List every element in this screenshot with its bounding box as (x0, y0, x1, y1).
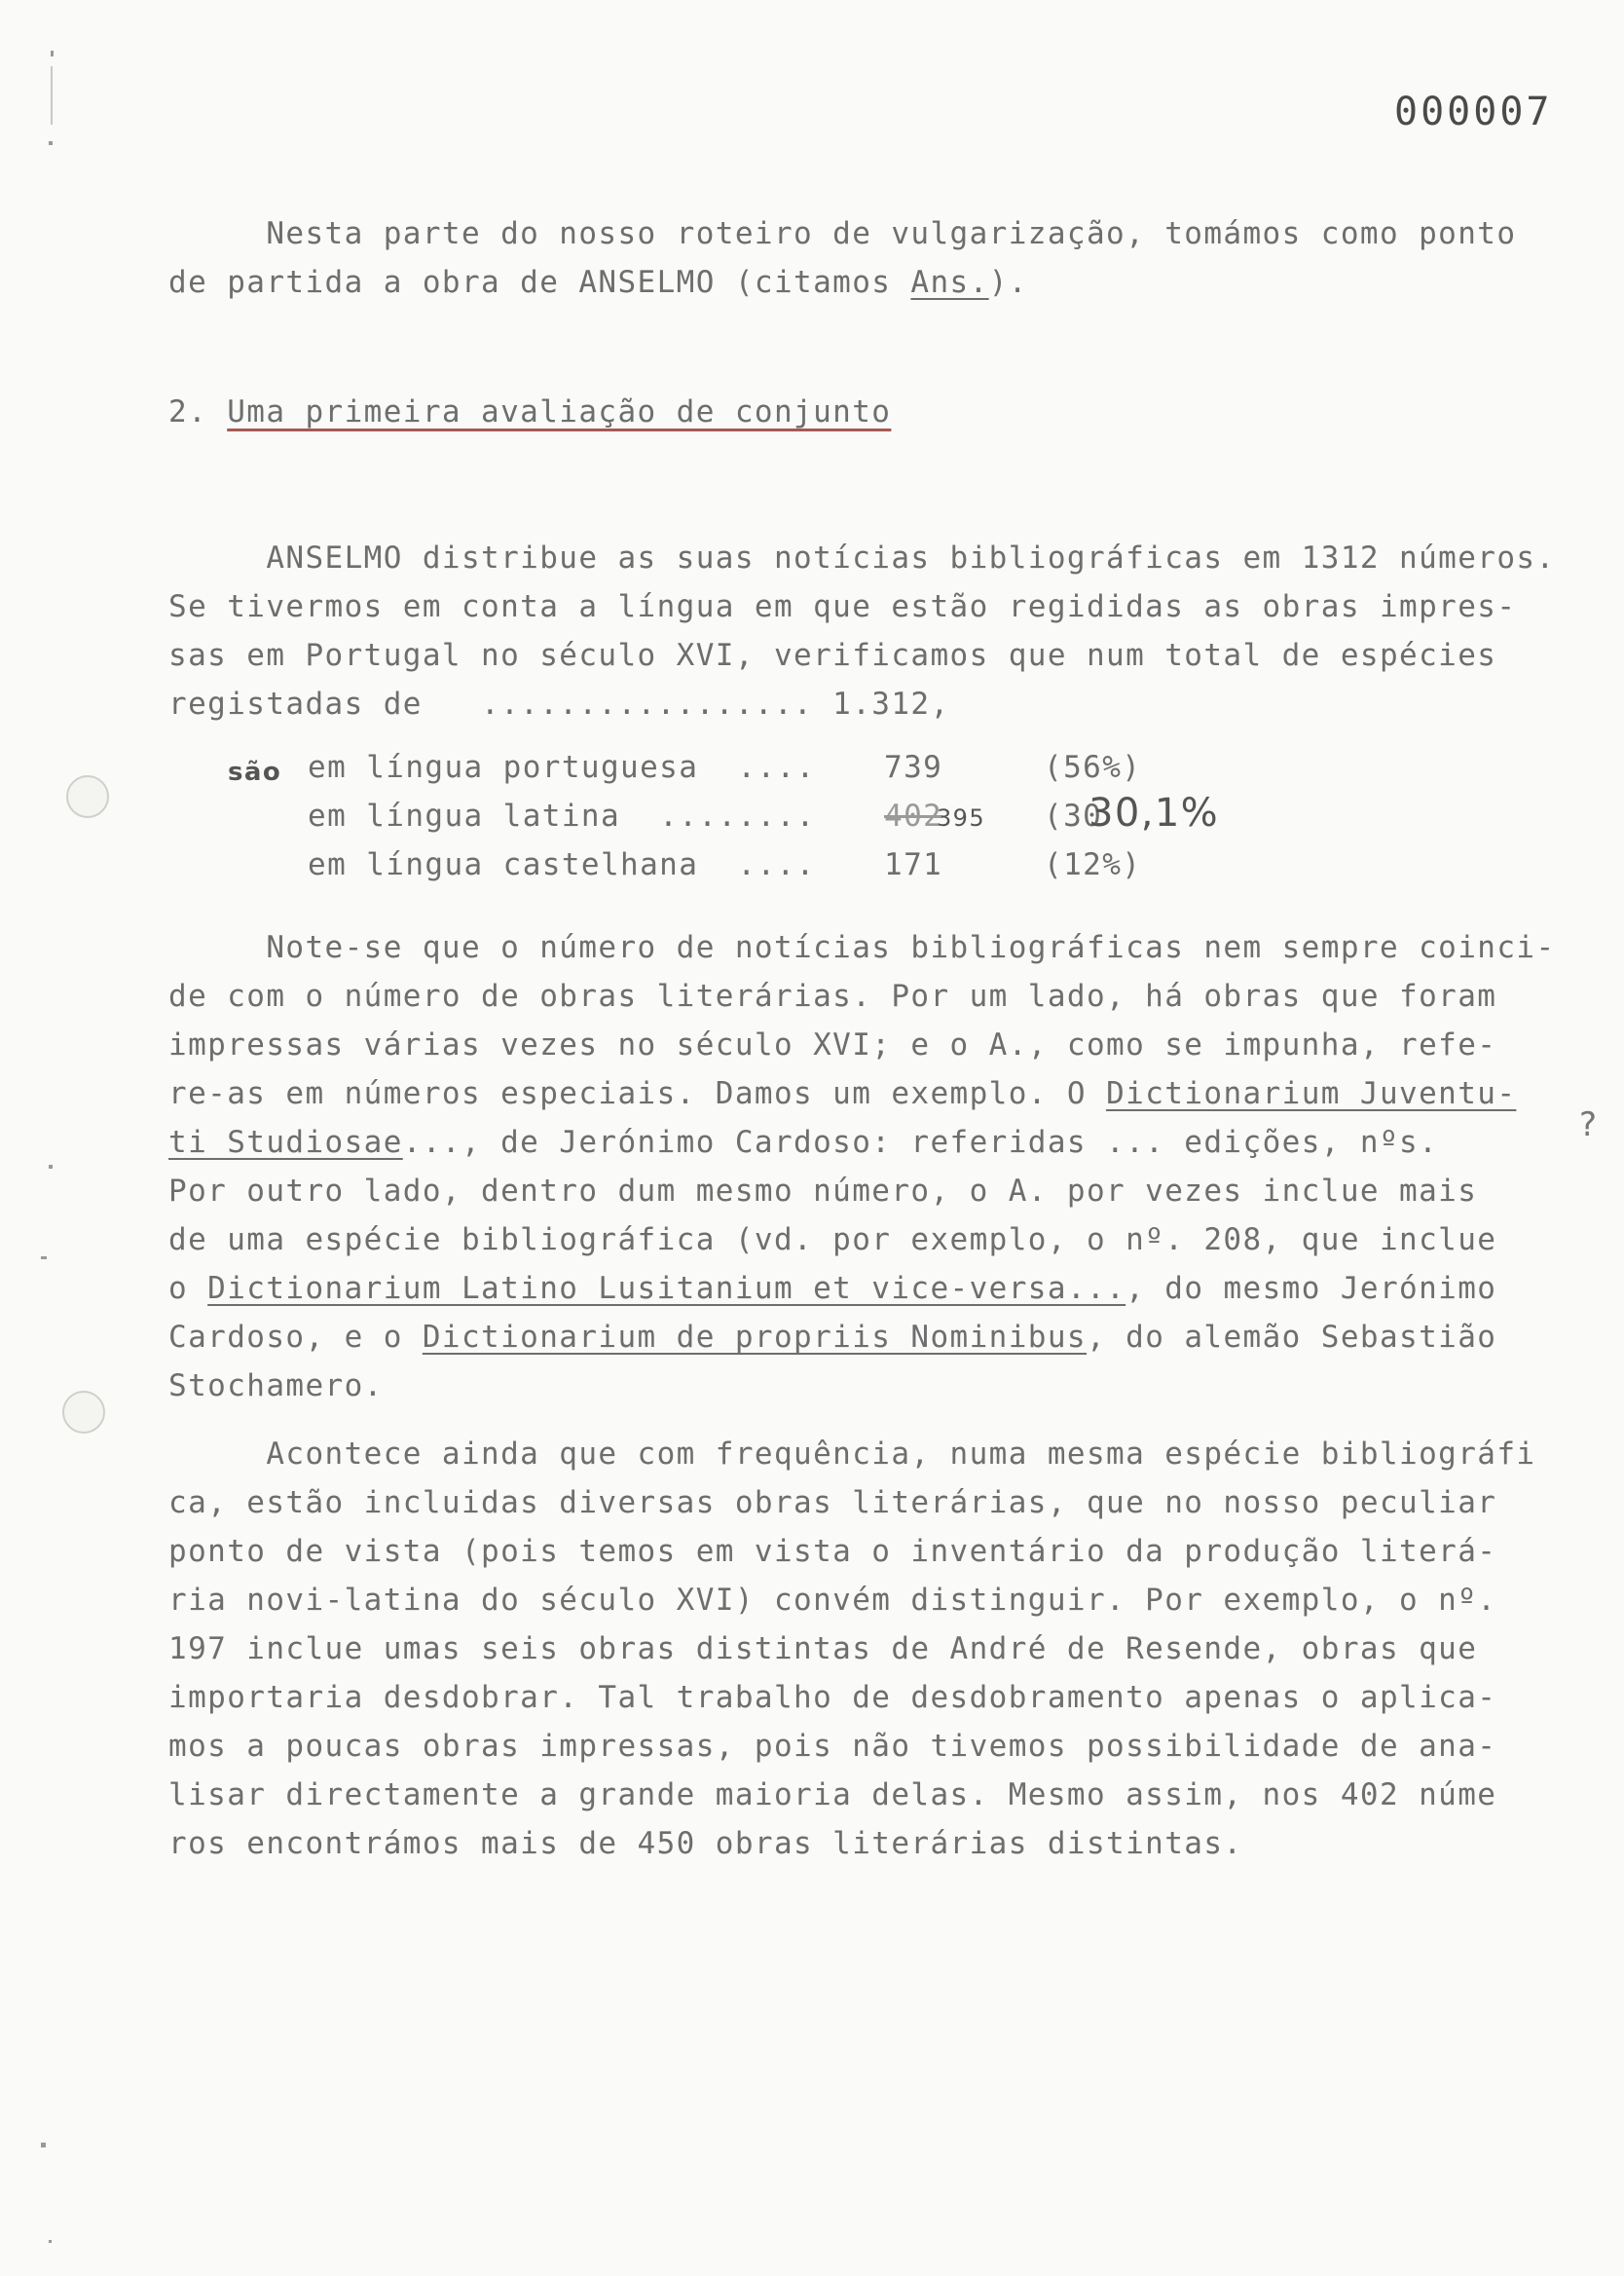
abbrev-ans: Ans. (910, 265, 989, 300)
para2-line: Note-se que o número de notícias bibliográficas nem sempre coinci- (168, 930, 1556, 965)
para1-line: sas em Portugal no século XVI, verificamos que num total de espécies (168, 638, 1497, 673)
row-percent: (56%) (1044, 750, 1142, 785)
para3-line: ca, estão incluidas diversas obras literárias, que no nosso peculiar (168, 1485, 1497, 1520)
para1-line: registadas de ................. 1.312, (168, 687, 950, 722)
para2-line: de uma espécie bibliográfica (vd. por exemplo, o nº. 208, que inclue (168, 1222, 1497, 1257)
handwritten-value-correction: 395 (937, 804, 986, 832)
para3-line: 197 inclue umas seis obras distintas de André de Resende, obras que (168, 1631, 1478, 1666)
edge-mark (51, 66, 53, 125)
para2-text: , do alemão Sebastião (1087, 1320, 1497, 1355)
row-value: 739 (884, 750, 943, 785)
row-label: em língua castelhana .... (308, 847, 816, 882)
table-row (0, 750, 1624, 794)
work-title: ti Studiosae (168, 1125, 403, 1160)
para1-line: ANSELMO distribue as suas notícias bibliográficas em 1312 números. (168, 541, 1556, 576)
row-label: em língua latina ........ (308, 799, 816, 834)
intro-line-1: Nesta parte do nosso roteiro de vulgarização, tomámos como ponto (168, 216, 1517, 251)
row-label: em língua portuguesa .... (308, 750, 816, 785)
para1-line: Se tivermos em conta a língua em que estão regididas as obras impres- (168, 589, 1517, 624)
handwritten-percent-correction: 30,1% (1089, 791, 1220, 836)
section-number: 2. (168, 394, 228, 429)
para2-line (168, 1271, 1496, 1306)
edge-mark (49, 141, 53, 145)
row-value: 171 (884, 847, 943, 882)
edge-mark (49, 2240, 52, 2243)
para3-line: lisar directamente a grande maioria delas. Mesmo assim, nos 402 núme (168, 1777, 1497, 1812)
edge-mark (41, 1256, 47, 1259)
edge-mark (51, 51, 54, 56)
para2-line (168, 1320, 1496, 1355)
edge-mark (49, 1165, 53, 1169)
para2-text: re-as em números especiais. Damos um exemplo. O (168, 1076, 1107, 1111)
margin-question-mark: ? (1579, 1105, 1598, 1144)
para2-line: impressas várias vezes no século XVI; e o A., como se impunha, refe- (168, 1027, 1497, 1063)
para3-line: ponto de vista (pois temos em vista o inventário da produção literá- (168, 1534, 1497, 1569)
edge-mark (41, 2143, 46, 2147)
work-title: Dictionarium de propriis Nominibus (422, 1320, 1087, 1355)
para2-text: , do mesmo Jerónimo (1126, 1271, 1497, 1306)
row-percent: (12%) (1044, 847, 1142, 882)
para3-line: importaria desdobrar. Tal trabalho de desdobramento apenas o aplica- (168, 1680, 1497, 1715)
intro-text: de partida a obra de ANSELMO (citamos (168, 265, 911, 300)
intro-line-2 (168, 265, 1028, 300)
page-number: 000007 (1394, 90, 1553, 134)
para2-line (168, 1076, 1516, 1111)
para2-line: Por outro lado, dentro dum mesmo número, o A. por vezes inclue mais (168, 1174, 1478, 1209)
intro-end: ). (988, 265, 1028, 300)
row-value: 402 (884, 799, 943, 834)
para2-line: de com o número de obras literárias. Por um lado, há obras que foram (168, 979, 1497, 1014)
para2-text: o (168, 1271, 208, 1306)
para2-text: Cardoso, e o (168, 1320, 423, 1355)
work-title: Dictionarium Juventu- (1106, 1076, 1517, 1111)
para3-line: ria novi-latina do século XVI) convém distinguir. Por exemplo, o nº. (168, 1583, 1497, 1618)
table-row (0, 791, 1624, 842)
section-title: Uma primeira avaliação de conjunto (227, 394, 892, 429)
para3-line: mos a poucas obras impressas, pois não tivemos possibilidade de ana- (168, 1729, 1497, 1764)
para2-text: ..., de Jerónimo Cardoso: referidas ... edições, nºs. (402, 1125, 1439, 1160)
para2-line (168, 1125, 1438, 1160)
para3-line: Acontece ainda que com frequência, numa mesma espécie bibliográfi (168, 1436, 1536, 1472)
para3-line: ros encontrámos mais de 450 obras literárias distintas. (168, 1826, 1243, 1861)
section-heading (168, 394, 891, 429)
table-row (0, 847, 1624, 891)
work-title: Dictionarium Latino Lusitanium et vice-versa... (207, 1271, 1126, 1306)
punch-hole (62, 1391, 105, 1434)
handwritten-prefix: são (228, 758, 282, 787)
row-percent: (30 (1044, 799, 1103, 834)
para2-line: Stochamero. (168, 1368, 384, 1403)
